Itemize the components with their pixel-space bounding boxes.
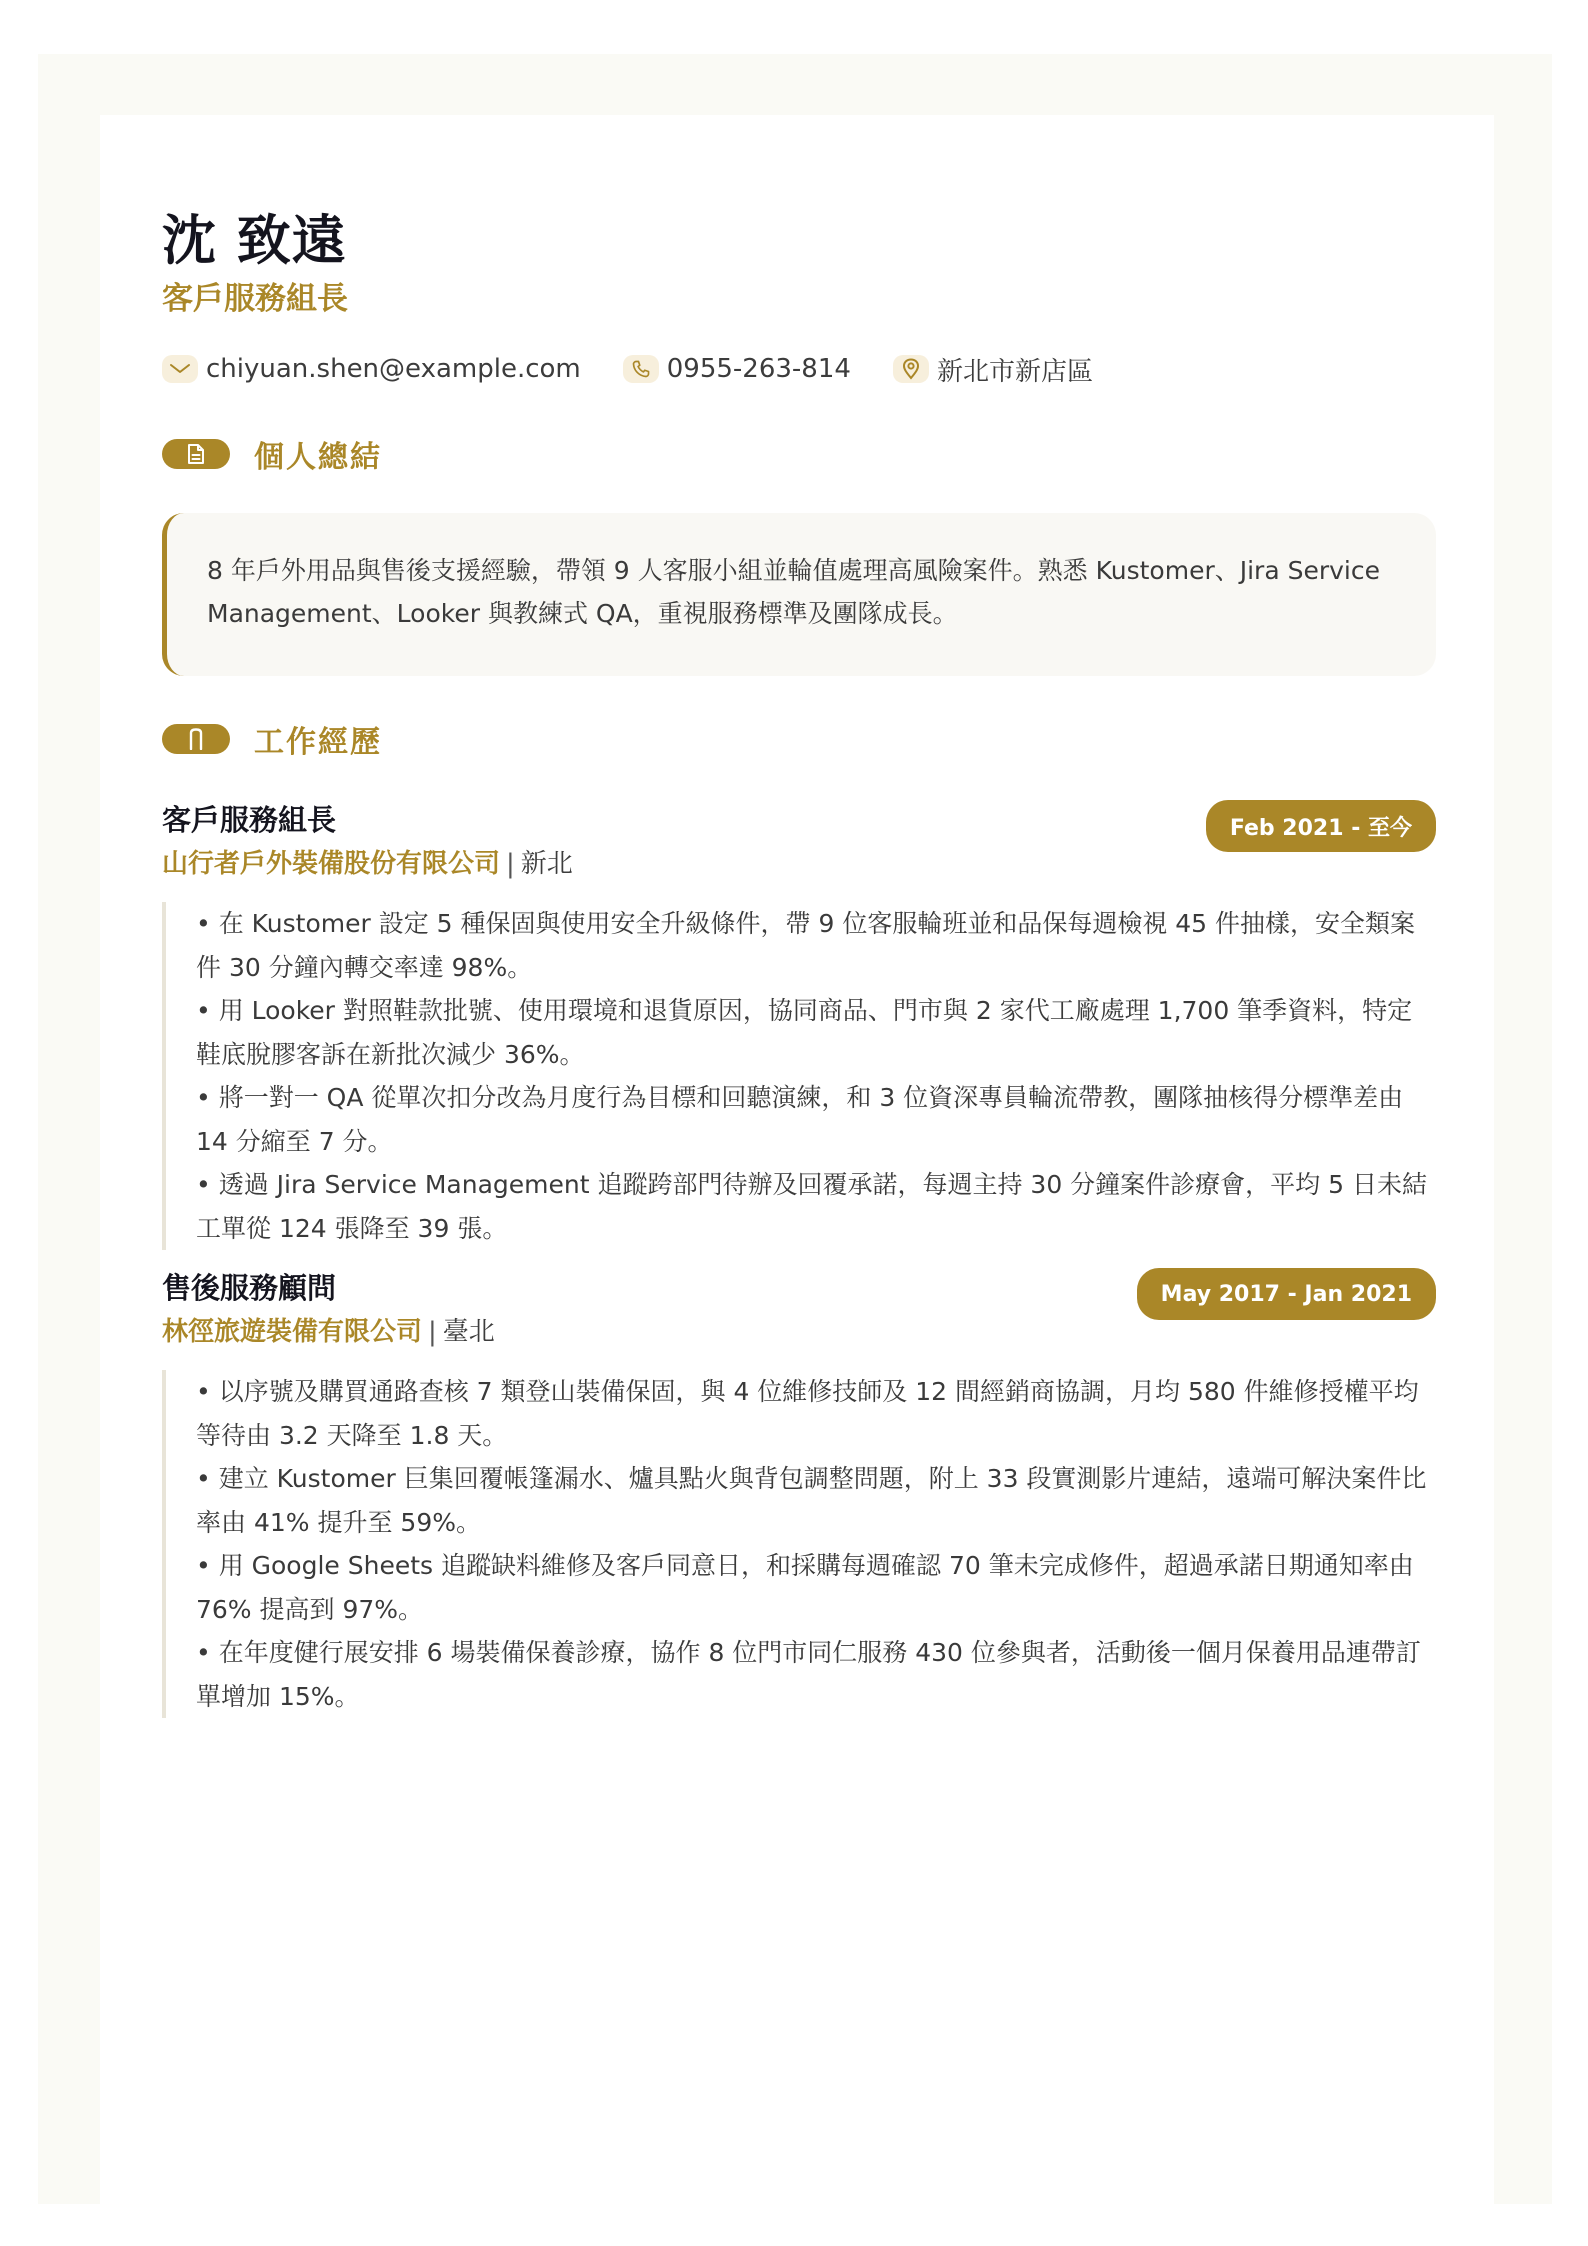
job-location: 臺北: [442, 1317, 495, 1347]
contact-row: [162, 349, 1436, 389]
job-entry: [162, 1266, 1436, 1718]
job-bullet: • 建立 Kustomer 巨集回覆帳篷漏水、爐具點火與背包調整問題，附上 33 段實測影片連結，遠端可解決案件比率由 41% 提升至 59%。: [196, 1464, 1427, 1537]
job-bullets: [162, 1370, 1436, 1718]
job-bullet: • 在 Kustomer 設定 5 種保固與使用安全升級條件，帶 9 位客服輪班並和品保每週檢視 45 件抽樣，安全類案件 30 分鐘內轉交率達 98%。: [196, 909, 1416, 982]
summary-section-header: [162, 429, 1436, 479]
location-text: 新北市新店區: [936, 356, 1093, 387]
company-separator: |: [506, 849, 515, 879]
email-text: chiyuan.shen@example.com: [206, 354, 581, 384]
location-icon: [893, 355, 929, 383]
resume-content: [162, 203, 1436, 1718]
job-entry: [162, 798, 1436, 1250]
job-bullets: [162, 902, 1436, 1250]
briefcase-icon: [162, 724, 230, 754]
resume-page: [100, 115, 1494, 2204]
job-header: [162, 1266, 1436, 1356]
date-badge: May 2017 - Jan 2021: [1137, 1268, 1436, 1320]
phone-icon: [623, 355, 659, 383]
company-separator: |: [428, 1317, 437, 1347]
phone-text: 0955-263-814: [666, 354, 851, 384]
contact-email[interactable]: [162, 354, 581, 384]
candidate-title: 客戶服務組長: [162, 281, 348, 317]
company-name: 山行者戶外裝備股份有限公司: [162, 849, 501, 879]
job-bullet: • 透過 Jira Service Management 追蹤跨部門待辦及回覆承諾，每週主持 30 分鐘案件診療會，平均 5 日未結工單從 124 張降至 39 張。: [196, 1170, 1427, 1243]
company-name: 林徑旅遊裝備有限公司: [162, 1317, 423, 1347]
date-badge: Feb 2021 - 至今: [1206, 800, 1436, 852]
job-location: 新北: [520, 849, 573, 879]
document-icon: [162, 439, 230, 469]
mail-icon: [162, 355, 198, 383]
job-bullet: • 用 Looker 對照鞋款批號、使用環境和退貨原因，協同商品、門市與 2 家代工廠處理 1,700 筆季資料，特定鞋底脫膠客訴在新批次減少 36%。: [196, 996, 1413, 1069]
candidate-name: 沈 致遠: [162, 209, 347, 272]
summary-box: [162, 513, 1436, 676]
contact-phone[interactable]: [623, 354, 851, 384]
job-bullet: • 以序號及購買通路查核 7 類登山裝備保固，與 4 位維修技師及 12 間經銷商協調，月均 580 件維修授權平均等待由 3.2 天降至 1.8 天。: [196, 1377, 1419, 1450]
summary-section-title: 個人總結: [254, 440, 382, 475]
job-title: 售後服務顧問: [162, 1271, 337, 1305]
job-bullet: • 用 Google Sheets 追蹤缺料維修及客戶同意日，和採購每週確認 70 筆未完成修件，超過承諾日期通知率由 76% 提高到 97%。: [196, 1551, 1414, 1624]
contact-location: [893, 351, 1093, 388]
experience-section-title: 工作經歷: [254, 725, 382, 760]
job-bullet: • 將一對一 QA 從單次扣分改為月度行為目標和回聽演練，和 3 位資深專員輪流帶教，團隊抽核得分標準差由 14 分縮至 7 分。: [196, 1083, 1404, 1156]
job-title: 客戶服務組長: [162, 803, 337, 837]
experience-section-header: [162, 714, 1436, 764]
job-bullet: • 在年度健行展安排 6 場裝備保養診療，協作 8 位門市同仁服務 430 位參與者，活動後一個月保養用品連帶訂單增加 15%。: [196, 1638, 1421, 1711]
summary-text: 8 年戶外用品與售後支援經驗，帶領 9 人客服小組並輪值處理高風險案件。熟悉 Kustomer、Jira Service Management、Looker 與教練式 QA，重視服務標準及團隊成長。: [207, 556, 1380, 628]
job-header: [162, 798, 1436, 888]
